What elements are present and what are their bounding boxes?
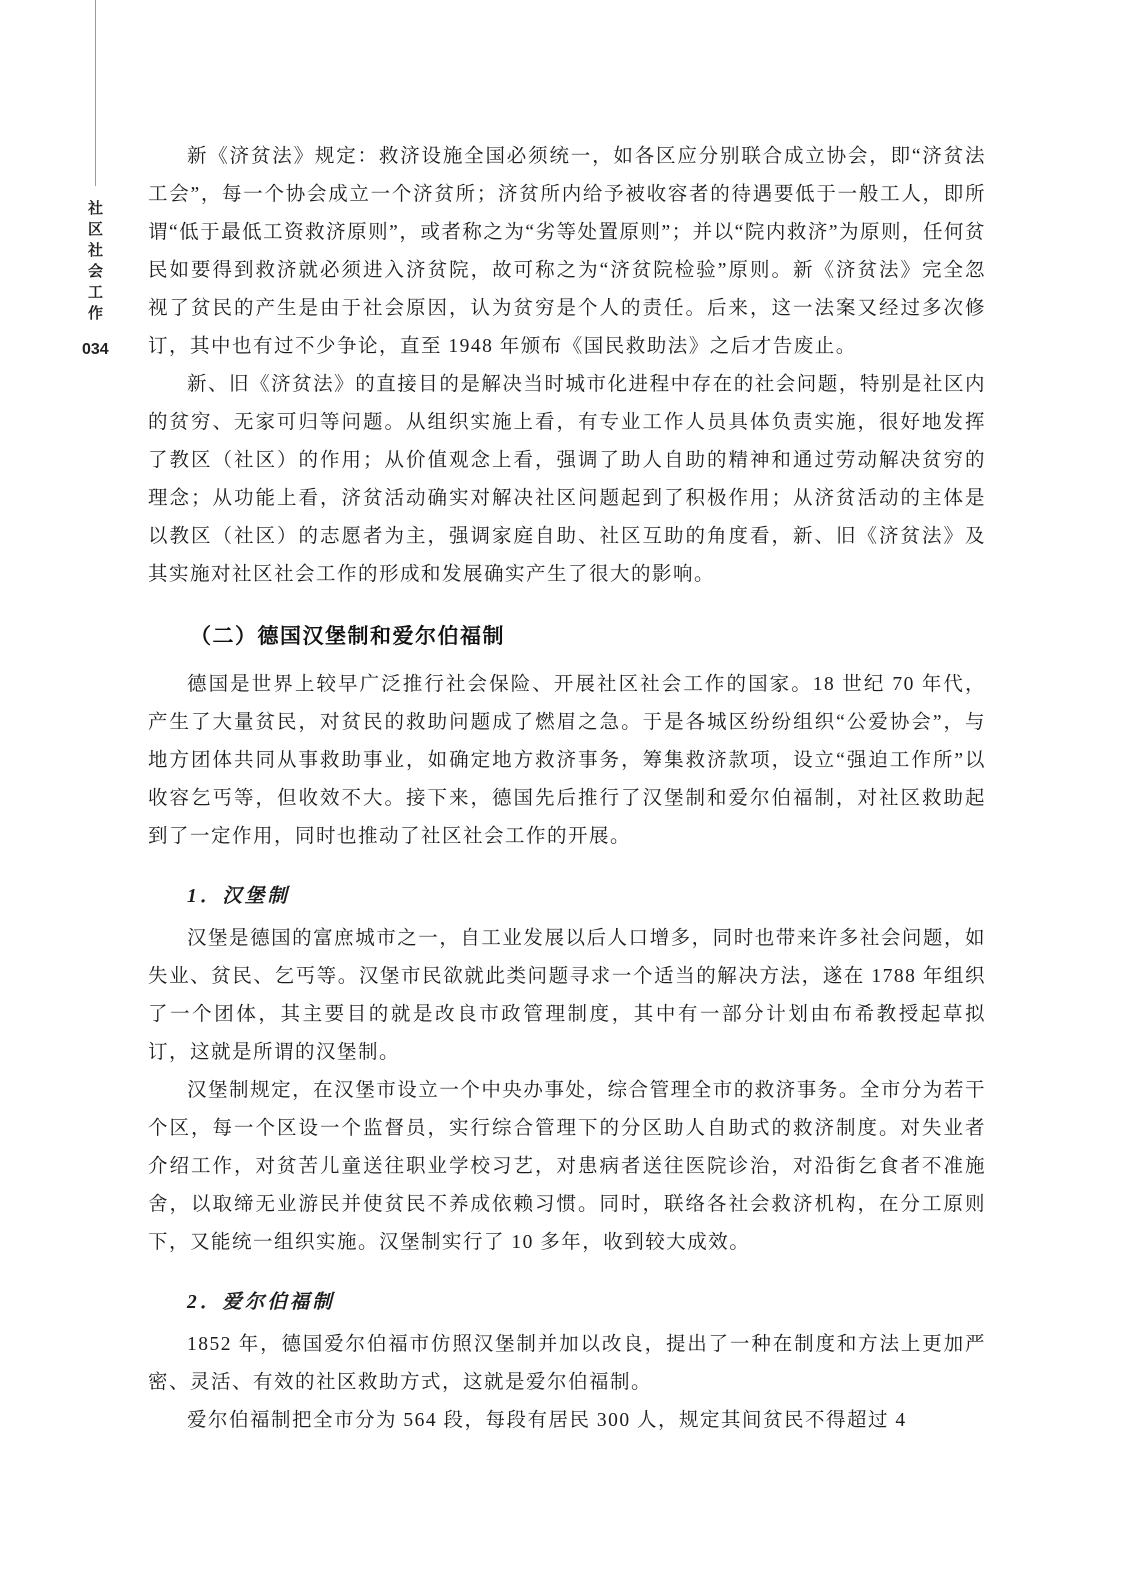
sub-heading: 1．汉堡制 (187, 886, 290, 907)
body-paragraph: 新、旧《济贫法》的直接目的是解决当时城市化进程中存在的社会问题，特别是社区内的贫穷、无家可归等问题。从组织实施上看，有专业工作人员具体负责实施，很好地发挥了教区（社区）的作用；从价值观念上看，强调了助人自助的精神和通过劳动解决贫穷的理念；从功能上看，济贫活动确实对解决社区问题起到了积极作用；从济贫活动的主体是以教区（社区）的志愿者为主，强调家庭自助、社区互助的角度看，新、旧《济贫法》及其实施对社区社会工作的形成和发展确实产生了很大的影响。 (148, 374, 986, 585)
book-title-vertical: 社区社会工作 (86, 200, 103, 326)
page-number: 034 (82, 341, 109, 358)
body-paragraph: 1852 年，德国爱尔伯福市仿照汉堡制并加以改良，提出了一种在制度和方法上更加严密、灵活、有效的社区救助方式，这就是爱尔伯福制。 (148, 1334, 986, 1393)
sub-heading: 2．爱尔伯福制 (187, 1292, 335, 1313)
text-column (148, 138, 986, 1440)
body-paragraph: 新《济贫法》规定：救济设施全国必须统一，如各区应分别联合成立协会，即“济贫法工会”，每一个协会成立一个济贫所；济贫所内给予被收容者的待遇要低于一般工人，即所谓“低于最低工资救济原则”，或者称之为“劣等处置原则”；并以“院内救济”为原则，任何贫民如要得到救济就必须进入济贫院，故可称之为“济贫院检验”原则。新《济贫法》完全忽视了贫民的产生是由于社会原因，认为贫穷是个人的责任。后来，这一法案又经过多次修订，其中也有过不少争论，直至 1948 年颁布《国民救助法》之后才告废止。 (148, 146, 986, 357)
body-paragraph: 德国是世界上较早广泛推行社会保险、开展社区社会工作的国家。18 世纪 70 年代，产生了大量贫民，对贫民的救助问题成了燃眉之急。于是各城区纷纷组织“公爱协会”，与地方团体共同从事救助事业，如确定地方救济事务，筹集救济款项，设立“强迫工作所”以收容乞丐等，但收效不大。接下来，德国先后推行了汉堡制和爱尔伯福制，对社区救助起到了一定作用，同时也推动了社区社会工作的开展。 (148, 674, 986, 847)
section-heading: （二）德国汉堡制和爱尔伯福制 (190, 624, 505, 648)
body-paragraph: 爱尔伯福制把全市分为 564 段，每段有居民 300 人，规定其间贫民不得超过 4 (187, 1410, 907, 1431)
body-paragraph: 汉堡是德国的富庶城市之一，自工业发展以后人口增多，同时也带来许多社会问题，如失业、贫民、乞丐等。汉堡市民欲就此类问题寻求一个适当的解决方法，遂在 1788 年组织了一个团体，其主要目的就是改良市政管理制度，其中有一部分计划由布希教授起草拟订，这就是所谓的汉堡制。 (148, 928, 986, 1063)
body-paragraph: 汉堡制规定，在汉堡市设立一个中央办事处，综合管理全市的救济事务。全市分为若干个区，每一个区设一个监督员，实行综合管理下的分区助人自助式的救济制度。对失业者介绍工作，对贫苦儿童送往职业学校习艺，对患病者送往医院诊治，对沿街乞食者不准施舍，以取缔无业游民并使贫民不养成依赖习惯。同时，联络各社会救济机构，在分工原则下，又能统一组织实施。汉堡制实行了 10 多年，收到较大成效。 (148, 1080, 986, 1253)
margin-rule (95, 0, 96, 186)
